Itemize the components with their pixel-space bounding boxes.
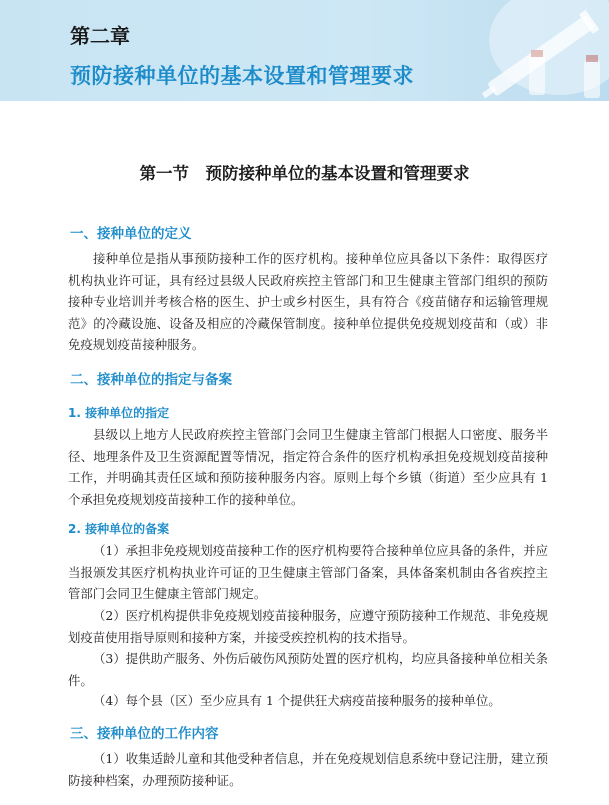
chapter-header-banner <box>0 0 609 101</box>
subheading-filing: 2. 接种单位的备案 <box>68 522 170 536</box>
subheading-designation: 1. 接种单位的指定 <box>68 406 170 420</box>
paragraph-filing-1: （1）承担非免疫规划疫苗接种工作的医疗机构要符合接种单位应具备的条件，并应当报颁发其医疗机构执业许可证的卫生健康主管部门备案，具体备案机制由各省疾控主管部门会同卫生健康主管部门规定。 <box>68 543 548 602</box>
section-title: 第一节 预防接种单位的基本设置和管理要求 <box>139 164 470 183</box>
heading-designation: 二、接种单位的指定与备案 <box>70 372 232 388</box>
vaccine-syringe-illustration <box>409 0 609 101</box>
paragraph-filing-4: （4）每个县（区）至少应具有 1 个提供狂犬病疫苗接种服务的接种单位。 <box>93 693 501 708</box>
chapter-label: 第二章 <box>70 24 130 48</box>
paragraph-definition: 接种单位是指从事预防接种工作的医疗机构。接种单位应具备以下条件：取得医疗机构执业许可证，具有经过县级人民政府疾控主管部门和卫生健康主管部门组织的预防接种专业培训并考核合格的医生、护士或乡村医生，具有符合《疫苗储存和运输管理规范》的冷藏设施、设备及相应的冷藏保管制度。接种单位提供免疫规划疫苗和（或）非免疫规划疫苗接种服务。 <box>68 251 548 353</box>
chapter-title: 预防接种单位的基本设置和管理要求 <box>70 64 414 88</box>
paragraph-filing-3: （3）提供助产服务、外伤后破伤风预防处置的医疗机构，均应具备接种单位相关条件。 <box>68 651 548 688</box>
heading-work: 三、接种单位的工作内容 <box>70 726 219 742</box>
paragraph-work-1: （1）收集适龄儿童和其他受种者信息，并在免疫规划信息系统中登记注册，建立预防接种档案，办理预防接种证。 <box>68 751 548 788</box>
heading-definition: 一、接种单位的定义 <box>70 226 192 242</box>
paragraph-designation: 县级以上地方人民政府疾控主管部门会同卫生健康主管部门根据人口密度、服务半径、地理条件及卫生资源配置等情况，指定符合条件的医疗机构承担免疫规划疫苗接种工作，并明确其责任区域和预防接种服务内容。原则上每个乡镇（街道）至少应具有 1 个承担免疫规划疫苗接种工作的接种单位。 <box>68 427 548 507</box>
paragraph-filing-2: （2）医疗机构提供非免疫规划疫苗接种服务，应遵守预防接种工作规范、非免疫规划疫苗使用指导原则和接种方案，并接受疾控机构的技术指导。 <box>68 608 548 645</box>
